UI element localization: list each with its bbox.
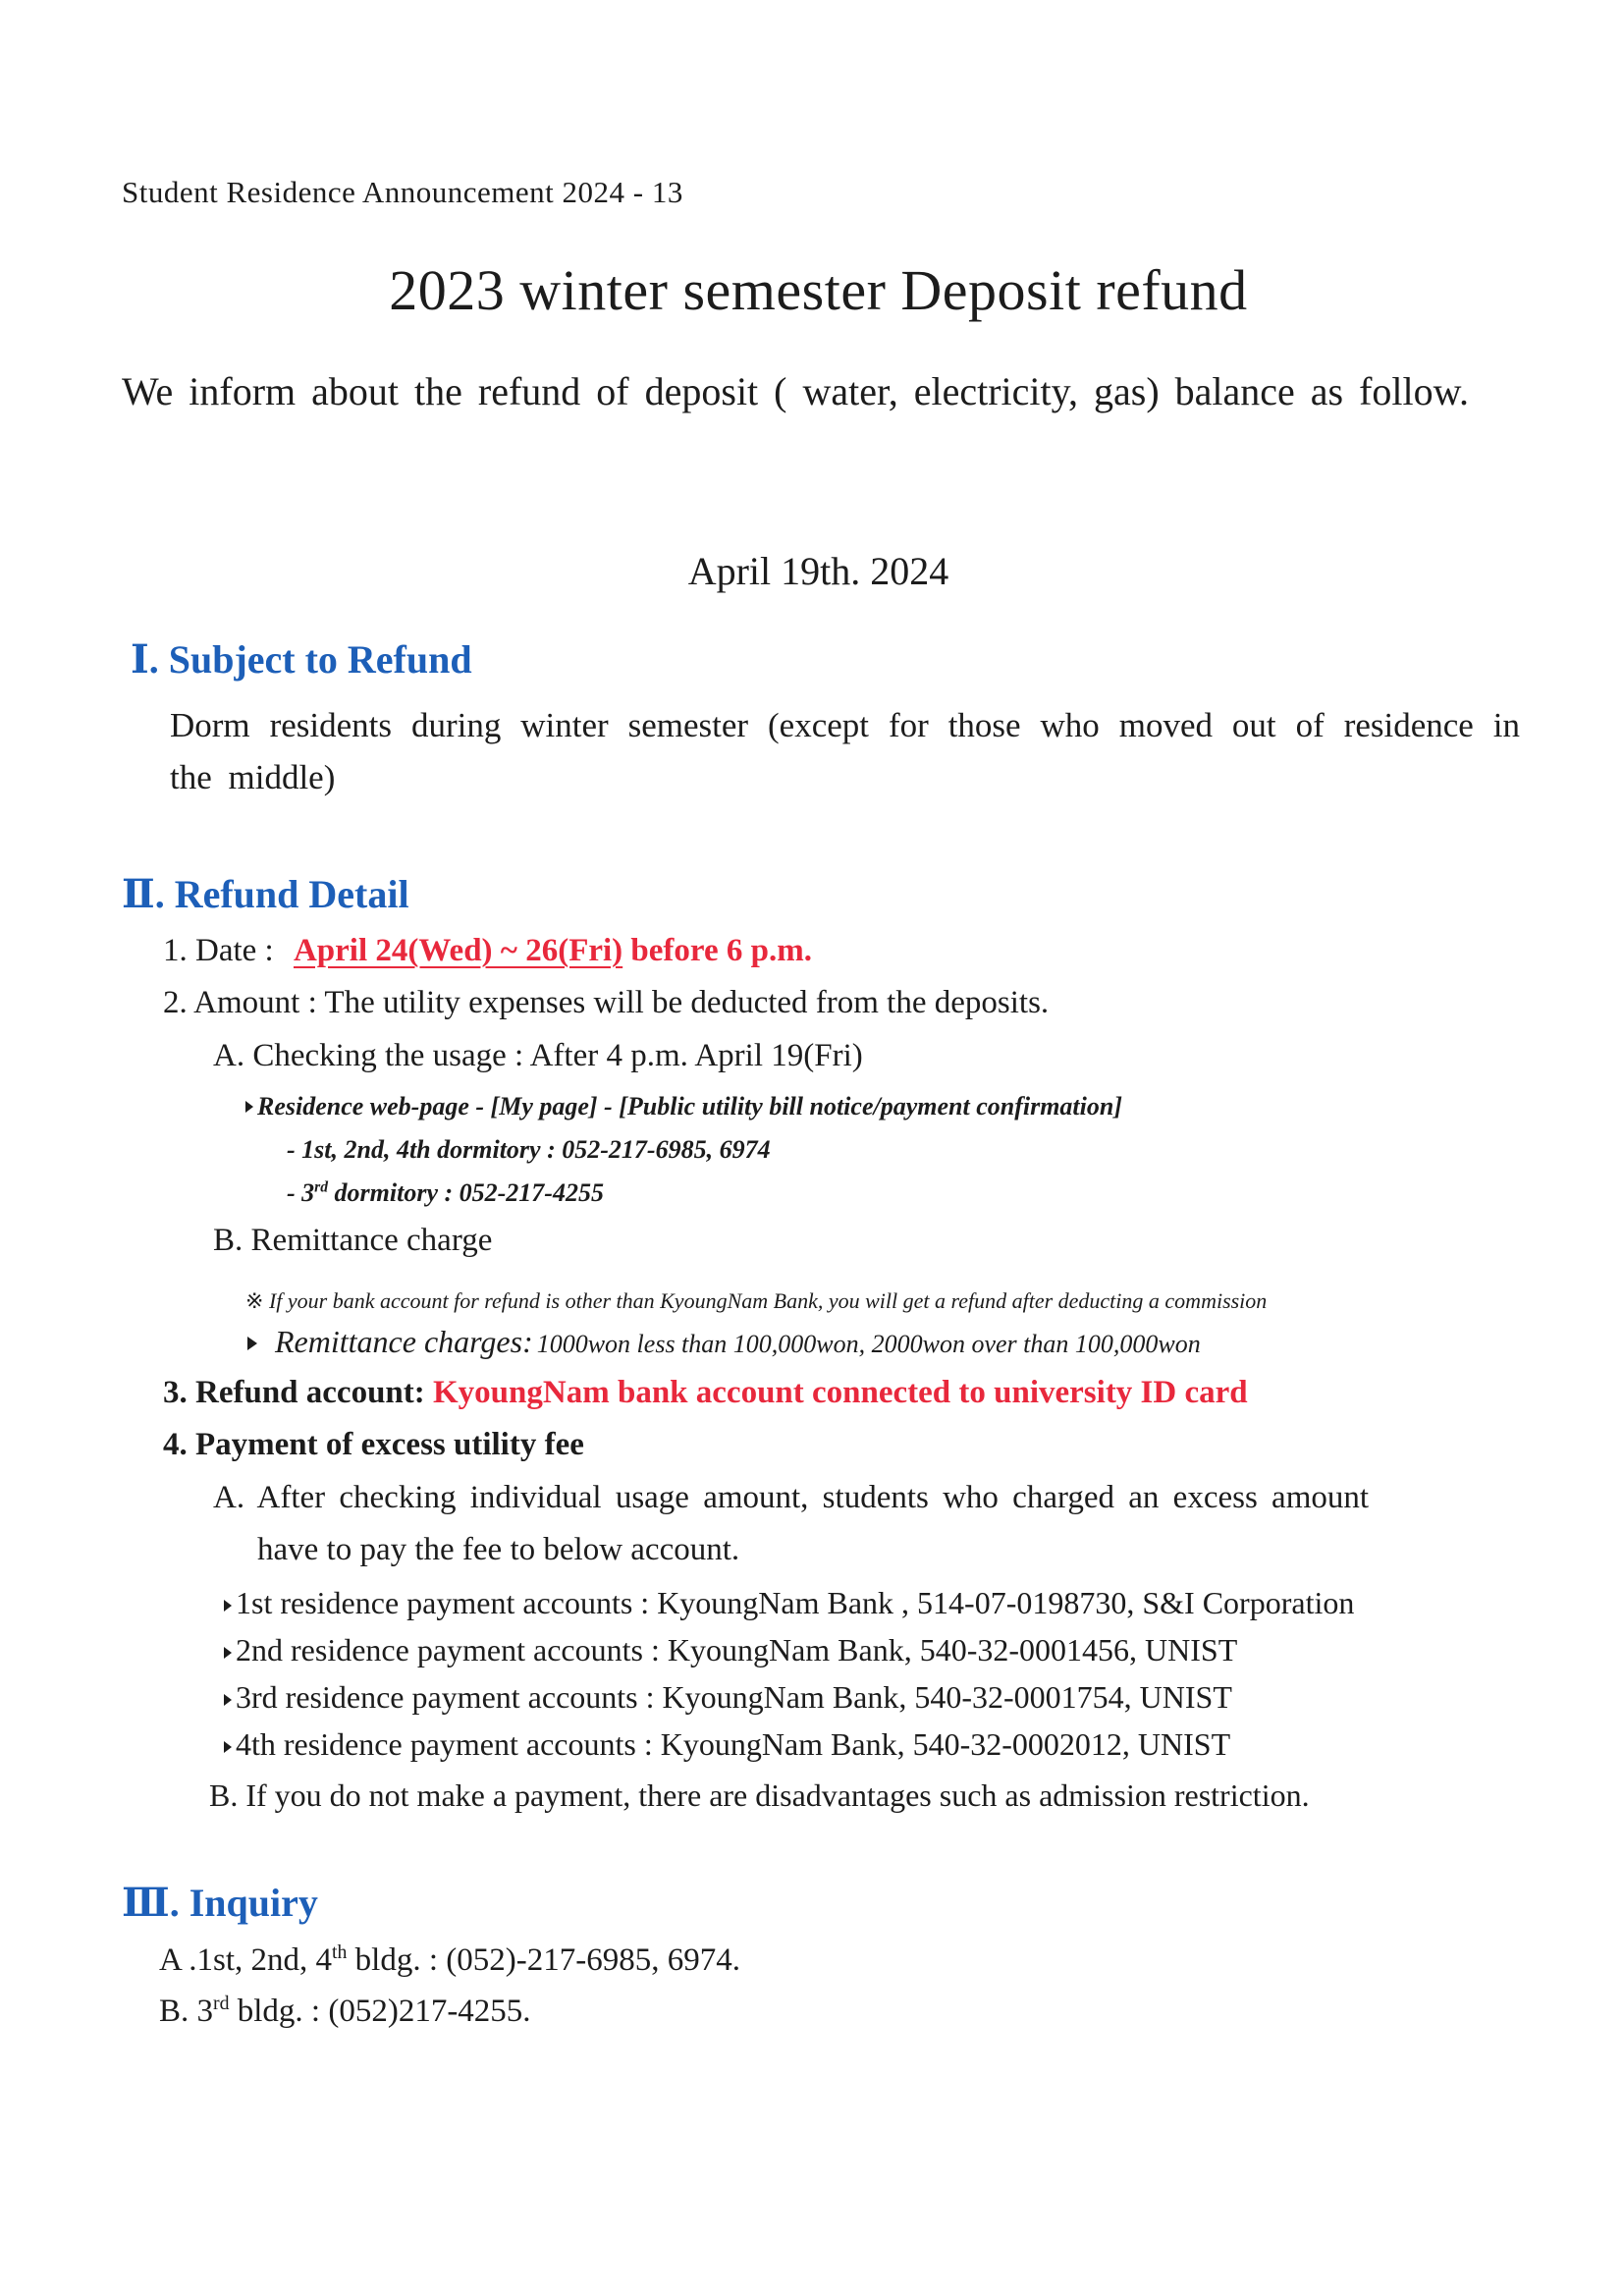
excess-fee-a-line1: A. After checking individual usage amount, students who charged an excess amount xyxy=(213,1480,1370,1515)
inquiry-a-sup: th xyxy=(332,1941,348,1963)
remittance-note xyxy=(245,1288,1267,1314)
section-heading-inquiry: Ⅲ. Inquiry xyxy=(122,1881,318,1925)
page-title: 2023 winter semester Deposit refund xyxy=(389,258,1248,322)
payment-account-4 xyxy=(224,1726,1230,1763)
inquiry-a-suffix: bldg. : (052)-217-6985, 6974. xyxy=(347,1942,740,1978)
checking-usage-item: A. Checking the usage : After 4 p.m. April 19(Fri) xyxy=(213,1038,863,1073)
intro-paragraph: We inform about the refund of deposit ( water, electricity, gas) balance as follow. xyxy=(122,369,1469,413)
bullet-triangle-icon xyxy=(247,1337,257,1350)
account-text: 4th residence payment accounts : KyoungNam Bank, 540-32-0002012, UNIST xyxy=(236,1726,1231,1762)
contact2-prefix: - 3 xyxy=(287,1178,315,1207)
inquiry-a xyxy=(159,1942,740,1979)
date-item xyxy=(163,933,812,969)
date-label: 1. Date : xyxy=(163,933,274,968)
usage-path xyxy=(245,1092,1122,1121)
dorm-contact-1: - 1st, 2nd, 4th dormitory : 052-217-6985, 6974 xyxy=(287,1135,771,1164)
remittance-charges-value: 1000won less than 100,000won, 2000won over than 100,000won xyxy=(536,1330,1201,1358)
refund-account-item xyxy=(163,1375,1248,1411)
account-text: 3rd residence payment accounts : KyoungNam Bank, 540-32-0001754, UNIST xyxy=(236,1679,1232,1715)
remittance-charges-label: Remittance charges: xyxy=(275,1324,533,1359)
remittance-note-text: If your bank account for refund is other than KyoungNam Bank, you will get a refund after deducting a commission xyxy=(268,1288,1268,1313)
bullet-triangle-icon xyxy=(224,1600,232,1612)
excess-fee-b: B. If you do not make a payment, there are disadvantages such as admission restriction. xyxy=(209,1777,1310,1813)
inquiry-a-prefix: A .1st, 2nd, 4 xyxy=(159,1942,333,1978)
inquiry-b xyxy=(159,1994,531,2030)
excess-fee-item: 4. Payment of excess utility fee xyxy=(163,1427,584,1462)
section-heading-refund-detail: Ⅱ. Refund Detail xyxy=(122,872,409,916)
date-deadline: before 6 p.m. xyxy=(630,933,812,968)
reference-mark-icon: ※ xyxy=(245,1288,264,1313)
amount-item: 2. Amount : The utility expenses will be deducted from the deposits. xyxy=(163,985,1050,1020)
excess-fee-a-line2: have to pay the fee to below account. xyxy=(257,1532,740,1567)
dorm-contact-2 xyxy=(287,1178,604,1208)
payment-account-3 xyxy=(224,1679,1232,1716)
payment-account-2 xyxy=(224,1632,1237,1668)
payment-account-1 xyxy=(224,1585,1354,1621)
subject-paragraph: Dorm residents during winter semester (except for those who moved out of residence in the middle) xyxy=(170,706,1520,796)
account-text: 2nd residence payment accounts : KyoungNam Bank, 540-32-0001456, UNIST xyxy=(236,1632,1238,1667)
inquiry-b-prefix: B. 3 xyxy=(159,1994,214,2029)
announcement-number: Student Residence Announcement 2024 - 13 xyxy=(122,175,683,209)
remittance-charges-line xyxy=(247,1324,1201,1360)
contact2-suffix: dormitory : 052-217-4255 xyxy=(328,1178,604,1207)
contact2-sup: rd xyxy=(314,1178,329,1196)
bullet-triangle-icon xyxy=(224,1694,232,1706)
section-heading-subject: Ⅰ. Subject to Refund xyxy=(131,637,472,682)
usage-path-text: Residence web-page - [My page] - [Public utility bill notice/payment confirmation] xyxy=(257,1092,1122,1121)
announcement-date: April 19th. 2024 xyxy=(687,549,949,593)
date-range: April 24(Wed) ~ 26(Fri) xyxy=(293,933,623,968)
inquiry-b-suffix: bldg. : (052)217-4255. xyxy=(229,1994,531,2029)
bullet-triangle-icon xyxy=(224,1741,232,1753)
refund-account-value: KyoungNam bank account connected to university ID card xyxy=(433,1375,1248,1410)
refund-account-label: 3. Refund account: xyxy=(163,1375,425,1410)
remittance-charge-item: B. Remittance charge xyxy=(213,1223,493,1258)
inquiry-b-sup: rd xyxy=(213,1993,230,2014)
bullet-triangle-icon xyxy=(224,1647,232,1659)
bullet-triangle-icon xyxy=(245,1101,253,1113)
account-text: 1st residence payment accounts : KyoungNam Bank , 514-07-0198730, S&I Corporation xyxy=(236,1585,1355,1620)
